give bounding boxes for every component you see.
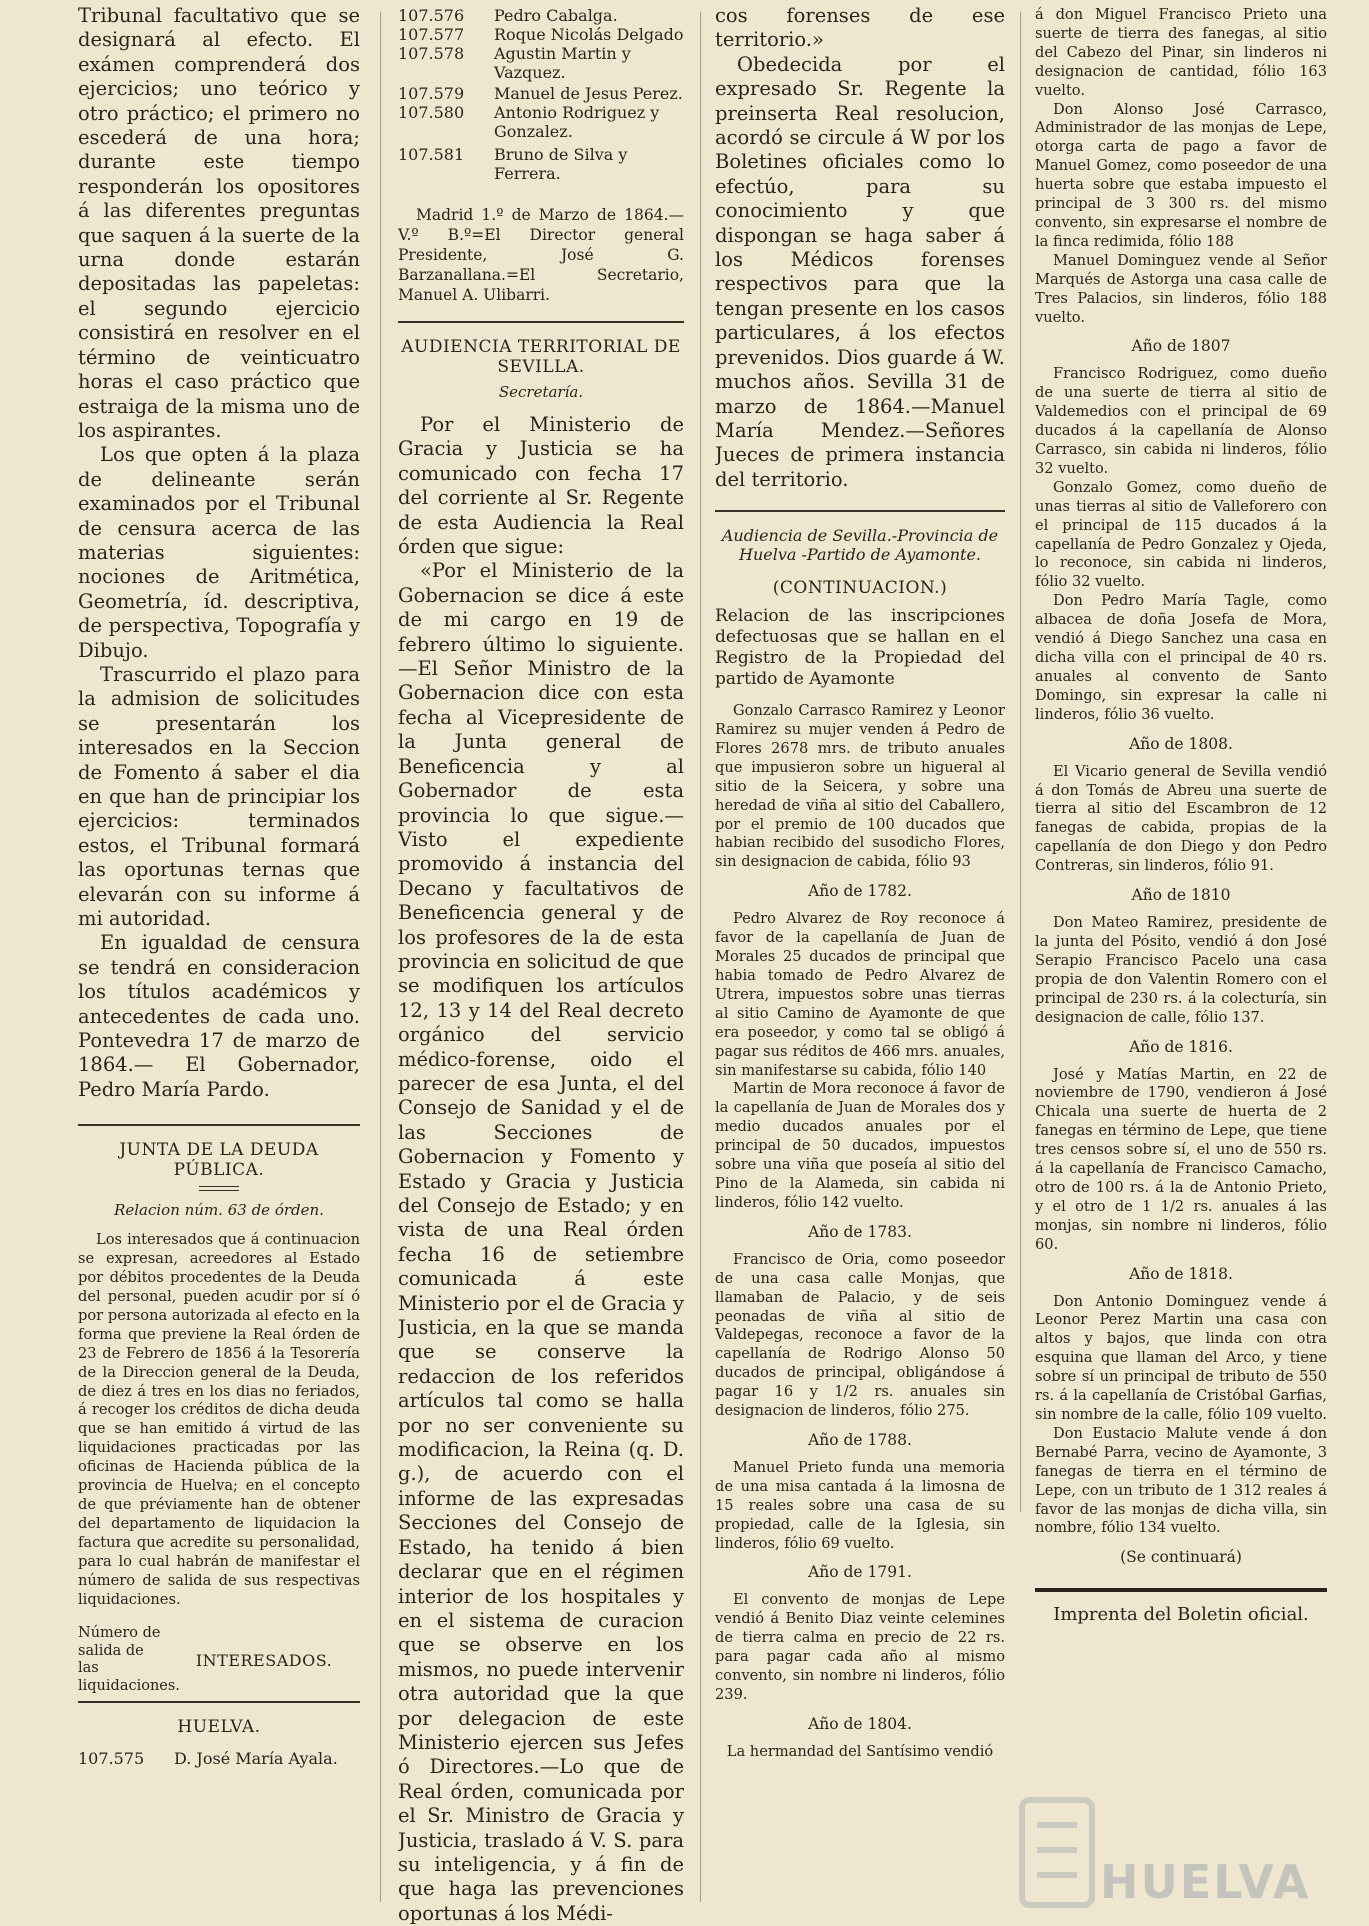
- table-row: [398, 84, 684, 103]
- row-name: Agustin Martin y Vazquez.: [494, 44, 631, 82]
- entry: Pedro Alvarez de Roy reconoce á favor de la capellanía de Juan de Morales 25 ducados de principal que habia tomado de Pedro Alvarez de Utrera, impuestos sobre unas tierras al sitio Camino de Ayamonte de que era poseedor, y como tal se obligó á pagar sus réditos de 466 mrs. anuales, sin manifestarse su cabida, fólio 140: [715, 910, 1005, 1079]
- section-title: JUNTA DE LA DEUDA PÚBLICA.: [119, 1140, 319, 1181]
- entry: El Vicario general de Sevilla vendió á don Tomás de Abreu una suerte de tierra al sitio del Escambron de 12 fanegas de cabida, propias de la capellanía de don Diego y don Pedro Contreras, sin linderos, fólio 91.: [1035, 762, 1327, 875]
- province-title: HUELVA.: [177, 1717, 261, 1738]
- row-name: Bruno de Silva y Ferrera.: [494, 145, 628, 183]
- paragraph: Obedecida por el expresado Sr. Regente la preinserta Real resolucion, acordó se circule á W por los Boletines oficiales como lo efectúo, para su conocimiento y que dispongan se haga saber á los Médicos forenses respectivos para que la tengan presente en los casos particulares, á los efectos prevenidos. Dios guarde á W. muchos años. Sevilla 31 de marzo de 1864.—Manuel María Mendez.—Señores Jueces de primera instancia del territorio.: [715, 52, 1005, 491]
- table-header-number: Número de salida de las liquidaciones.: [78, 1625, 180, 1694]
- column-divider: [1020, 12, 1021, 1512]
- table-header-interested: INTERESADOS.: [195, 1650, 333, 1670]
- row-name: Antonio Rodriguez y Gonzalez.: [494, 103, 660, 141]
- paragraph: Tribunal facultativo que se designará al efecto. El exámen comprenderá dos ejercicios; uno teórico y otro práctico; el primero no escederá de una hora; durante este tiempo responderán los opositores á las diferentes preguntas que saquen á la suerte de la urna donde estarán depositadas las papeletas: el segundo ejercicio consistirá en resolver en el término de veinticuatro horas el caso práctico que estraiga de la misma uno de los aspirantes.: [78, 4, 360, 442]
- entry: Don Antonio Dominguez vende á Leonor Perez Martin una casa con altos y bajos, que linda con otra esquina que llaman del Arco, y tiene sobre sí un principal de tributo de 550 rs. á la capellanía de Cristóbal Garfias, sin nombre de la calle, fólio 109 vuelto.: [1035, 1292, 1327, 1423]
- row-number: 107.577: [398, 25, 465, 44]
- entry: El convento de monjas de Lepe vendió á Benito Diaz veinte celemines de tierra calma en precio de 22 rs. para pagar cada año al mismo convento, sin nombre ni linderos, fólio 239.: [715, 1591, 1005, 1703]
- entry: Manuel Dominguez vende al Señor Marqués de Astorga una casa calle de Tres Palacios, sin linderos, fólio 188 vuelto.: [1035, 251, 1327, 326]
- entry: Francisco Rodriguez, como dueño de una suerte de tierra al sitio de Valdemedios con el principal de 69 ducados á la capellanía de Alonso Carrasco, sin cabida ni linderos, fólio 32 vuelto.: [1035, 365, 1327, 477]
- row-name: Manuel de Jesus Perez.: [494, 84, 683, 103]
- paragraph: Por el Ministerio de Gracia y Justicia se ha comunicado con fecha 17 del corriente al Sr. Regente de esta Audiencia la Real órden que sigue:: [398, 413, 684, 559]
- section-rule: [78, 1701, 360, 1703]
- row-name: D. José María Ayala.: [174, 1749, 338, 1769]
- table-row: [78, 1749, 360, 1768]
- entry: Gonzalo Carrasco Ramirez y Leonor Ramirez su mujer venden á Pedro de Flores 2678 mrs. de tributo anuales que impusieron sobre un higueral al sitio de la Seicera, y sobre una heredad de viña al sitio del Caballero, por el premio de 100 ducados que habian recibido del susodicho Flores, sin designacion de cabida, fólio 93: [715, 702, 1005, 871]
- column-1: [78, 4, 360, 1768]
- table-row: [398, 25, 684, 44]
- year-heading: Año de 1818.: [1129, 1264, 1233, 1283]
- row-number: 107.576: [398, 6, 465, 25]
- section-title: AUDIENCIA TERRITORIAL DE SEVILLA.: [401, 337, 681, 377]
- entry: Gonzalo Gomez, como dueño de unas tierras al sitio de Valleforero con el principal de 115 ducados á la capellanía de Pedro Gonzalez y Ojeda, lo reconoce, sin cabida ni linderos, fólio 32 vuelto.: [1035, 478, 1327, 591]
- table-row: [398, 6, 684, 25]
- column-divider: [700, 12, 701, 1902]
- table-row: [398, 145, 684, 183]
- section-rule: [1035, 1588, 1327, 1592]
- paragraph: Trascurrido el plazo para la admision de solicitudes se presentarán los interesados en la Seccion de Fomento á saber el dia en que han de principiar los ejercicios: terminados estos, el Tribunal formará las oportunas ternas que elevarán con su informe á mi autoridad.: [78, 662, 360, 931]
- column-4: [1035, 6, 1327, 1625]
- entry: Don Pedro María Tagle, como albacea de doña Josefa de Mora, vendió á Diego Sanchez una casa en dicha villa con el principal de 40 rs. anuales al convento de Santo Domingo, sin expresar la calle ni linderos, fólio 36 vuelto.: [1035, 592, 1327, 723]
- entry: á don Miguel Francisco Prieto una suerte de tierra des fanegas, al sitio del Cabezo del Pinar, sin linderos ni designacion de cantidad, fólio 163 vuelto.: [1035, 6, 1327, 99]
- row-name: Pedro Cabalga.: [494, 6, 618, 25]
- continuation-label: (CONTINUACION.): [772, 578, 948, 599]
- year-heading: Año de 1791.: [808, 1563, 912, 1582]
- year-heading: Año de 1804.: [808, 1714, 912, 1733]
- row-number: 107.578: [398, 44, 465, 63]
- paragraph: cos forenses de ese territorio.»: [715, 4, 1005, 52]
- column-3: [715, 4, 1005, 1762]
- entry: Don Eustacio Malute vende á don Bernabé Parra, vecino de Ayamonte, 3 fanegas de tierra en el término de Lepe, con un tributo de 1 312 reales á favor de las monjas de dicha villa, sin nombre, fólio 134 vuelto.: [1035, 1424, 1327, 1537]
- relation-title: Relacion de las inscripciones defectuosas que se hallan en el Registro de la Propiedad del partido de Ayamonte: [715, 606, 1005, 690]
- entry: Don Alonso José Carrasco, Administrador de las monjas de Lepe, otorga carta de pago a favor de Manuel Gomez, como poseedor de una huerta sobre que estaba impuesto el principal de 3 300 rs. del mismo convento, sin expresarse el nombre de la finca redimida, fólio 188: [1035, 100, 1327, 250]
- row-number: 107.580: [398, 103, 465, 122]
- ornament-rule: [199, 1186, 239, 1191]
- year-heading: Año de 1807: [1131, 337, 1231, 356]
- section-rule: [715, 510, 1005, 512]
- table-header: [78, 1625, 360, 1695]
- year-heading: Año de 1816.: [1129, 1037, 1233, 1056]
- table-row: [398, 44, 684, 82]
- printer-imprint: Imprenta del Boletin oficial.: [1053, 1604, 1309, 1626]
- column-divider: [380, 12, 381, 1902]
- entry: Don Mateo Ramirez, presidente de la junta del Pósito, vendió á don José Serapio Francisco Pacelo una casa propia de don Valentin Romero con el principal de 230 rs. á la colecturía, sin designacion de calle, fólio 137.: [1035, 914, 1327, 1026]
- continuation-note: (Se continuará): [1120, 1548, 1242, 1567]
- year-heading: Año de 1783.: [808, 1222, 912, 1241]
- paragraph: Los interesados que á continuacion se expresan, acreedores al Estado por débitos procedentes de la Deuda del personal, pueden acudir por sí ó por persona autorizada al efecto en la forma que previene la Real órden de 23 de Febrero de 1856 á la Tesorería de la Direccion general de la Deuda, de diez á tres en los dias no feriados, á recoger los créditos de dicha deuda que se han emitido á virtud de las liquidaciones practicadas por las oficinas de Hacienda pública de la provincia de Huelva; en el concepto de que préviamente han de obtener del departamento de liquidacion la factura que acredite su personalidad, para lo cual habrán de manifestar el número de salida de sus respectivas liquidaciones.: [78, 1231, 360, 1608]
- paragraph: «Por el Ministerio de la Gobernacion se dice á este de mi cargo en 19 de febrero último lo siguiente.—El Señor Ministro de la Gobernacion dice con esta fecha al Vicepresidente de la Junta general de Beneficencia y al Gobernador de esta provincia lo que sigue.—Visto el expediente promovido á instancia del Decano y facultativos de Beneficencia general y de los profesores de la de esta provincia en solicitud de que se modifiquen los artículos 12, 13 y 14 del Real decreto orgánico del servicio médico-forense, oido el parecer de esa Junta, el del Consejo de Sanidad y el de las Secciones de Gobernacion y Fomento y Estado y Gracia y Justicia del Consejo de Estado; y en vista de una Real órden fecha 16 de setiembre comunicada á este Ministerio por el de Gracia y Justicia, en la que se manda que se conserve la redaccion de los referidos artículos tal como se halla por no ser conveniente su modificacion, la Reina (q. D. g.), de acuerdo con el informe de las expresadas Secciones del Consejo de Estado, ha tenido á bien declarar que en el régimen interior de los hospitales y en el sistema de curacion que se observe en los mismos, no puede intervenir otra autoridad que la que por delegacion de este Ministerio ejercen sus Jefes ó Directores.—Lo que de Real órden, comunicada por el Sr. Ministro de Gracia y Justicia, traslado á V. S. para su inteligencia, y á fin de que haga las prevenciones oportunas á los Médi-: [398, 559, 684, 1925]
- year-heading: Año de 1782.: [808, 882, 912, 901]
- row-name: Roque Nicolás Delgado: [494, 25, 684, 44]
- section-rule: [398, 321, 684, 323]
- paragraph: En igualdad de censura se tendrá en consideracion los títulos académicos y antecedentes de cada uno. Pontevedra 17 de marzo de 1864.— El Gobernador, Pedro María Pardo.: [78, 931, 360, 1101]
- entry: Martin de Mora reconoce á favor de la capellanía de Juan de Morales dos y medio ducados anuales por el principal de 50 ducados, impuestos sobre una viña que poseía al sitio del Pino de la Alameda, sin cabida ni linderos, fólio 142 vuelto.: [715, 1080, 1005, 1211]
- column-2: [398, 6, 684, 1926]
- section-subtitle: Audiencia de Sevilla.-Provincia de Huelva -Partido de Ayamonte.: [721, 526, 999, 565]
- entry: Manuel Prieto funda una memoria de una misa cantada á la limosna de 15 reales sobre una casa de su propiedad, calle de la Iglesia, sin linderos, fólio 69 vuelto.: [715, 1458, 1005, 1552]
- entry: José y Matías Martin, en 22 de noviembre de 1790, vendieron á José Chicala una suerte de huerta de 2 fanegas en término de Lepe, que tiene tres censos sobre sí, el uno de 550 rs. á la capellanía de Francisco Camacho, otro de 100 rs. á la de Antonio Prieto, y el otro de 1 1/2 rs. anuales á las monjas, sin nombre ni linderos, fólio 60.: [1035, 1065, 1327, 1253]
- table-row: [398, 103, 684, 141]
- section-subtitle: Secretaría.: [498, 383, 584, 401]
- row-number: 107.581: [398, 145, 465, 164]
- year-heading: Año de 1808.: [1129, 734, 1233, 753]
- section-subtitle: Relacion núm. 63 de órden.: [114, 1201, 324, 1220]
- watermark-text: HUELVA: [1100, 1855, 1311, 1909]
- entry: Francisco de Oria, como poseedor de una casa calle Monjas, que llamaban de Palacio, y de seis peonadas de viña al sitio de Valdepegas, reconoce a favor de la capellanía de Rodrigo Alonso 50 ducados de principal, obligándose á pagar 16 y 1/2 rs. anuales sin designacion de linderos, fólio 275.: [715, 1250, 1005, 1420]
- paragraph: Los que opten á la plaza de delineante serán examinados por el Tribunal de censura acerca de las materias siguientes: nociones de Aritmética, Geometría, íd. descriptiva, de perspectiva, Topografía y Dibujo.: [78, 443, 360, 662]
- entry: La hermandad del Santísimo vendió: [726, 1742, 994, 1760]
- signature-block: Madrid 1.º de Marzo de 1864.—V.º B.º=El Director general Presidente, José G. Barzanallana.=El Secretario, Manuel A. Ulibarri.: [398, 206, 684, 304]
- row-number: 107.575: [78, 1749, 145, 1769]
- section-rule: [78, 1124, 360, 1126]
- row-number: 107.579: [398, 84, 465, 103]
- year-heading: Año de 1788.: [808, 1430, 912, 1449]
- year-heading: Año de 1810: [1131, 886, 1231, 905]
